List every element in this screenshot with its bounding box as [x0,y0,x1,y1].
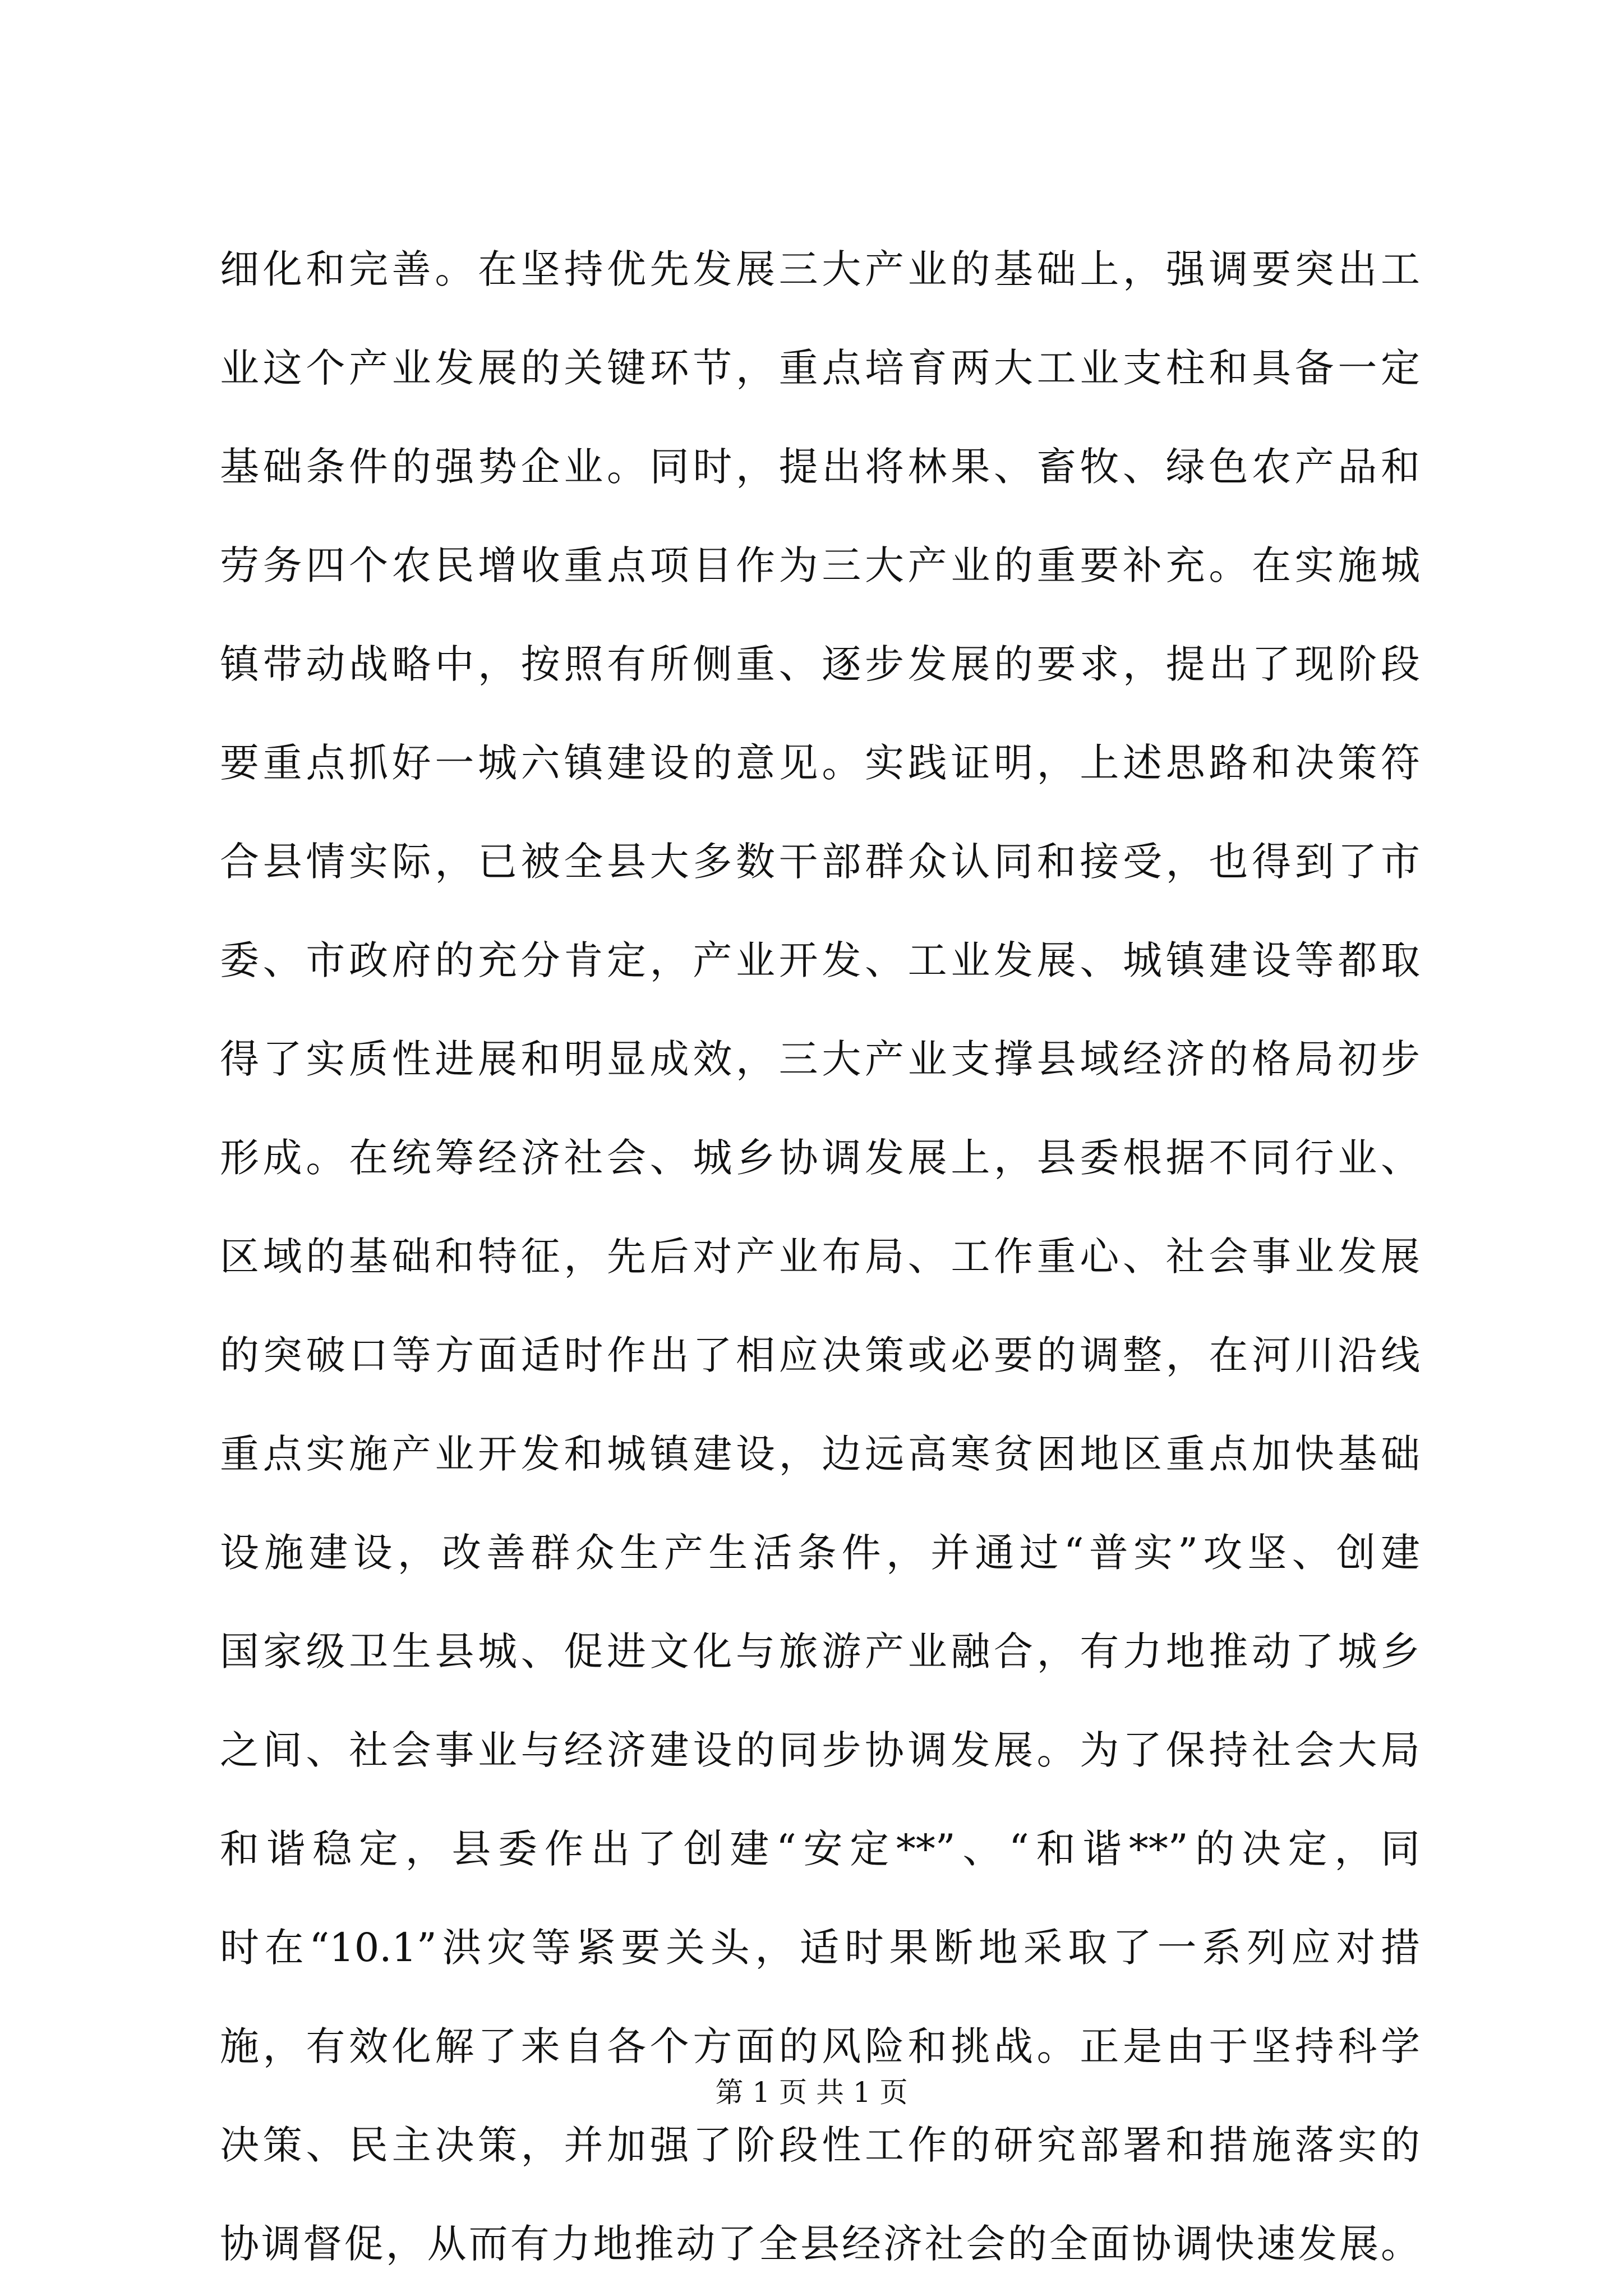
text-line: 重点实施产业开发和城镇建设，边远高寒贫困地区重点加快基础 [220,1431,1420,1477]
text-line: 业这个产业发展的关键环节，重点培育两大工业支柱和具备一定 [220,345,1420,391]
text-line: 形成。在统筹经济社会、城乡协调发展上，县委根据不同行业、 [220,1135,1420,1181]
text-line: 合县情实际，已被全县大多数干部群众认同和接受，也得到了市 [220,839,1420,885]
text-line: 镇带动战略中，按照有所侧重、逐步发展的要求，提出了现阶段 [220,641,1420,687]
text-line: 国家级卫生县城、促进文化与旅游产业融合，有力地推动了城乡 [220,1628,1420,1674]
text-line: 协调督促，从而有力地推动了全县经济社会的全面协调快速发展。 [220,2221,1420,2267]
text-line: 时在“10.1”洪灾等紧要关头，适时果断地采取了一系列应对措 [220,1925,1420,1971]
text-line: 设施建设，改善群众生产生活条件，并通过“普实”攻坚、创建 [220,1530,1420,1576]
text-line: 和谐稳定，县委作出了创建“安定**”、“和谐**”的决定，同 [220,1826,1420,1872]
text-line: 之间、社会事业与经济建设的同步协调发展。为了保持社会大局 [220,1727,1420,1773]
page-number-footer: 第 1 页 共 1 页 [715,2076,908,2109]
text-line: 决策、民主决策，并加强了阶段性工作的研究部署和措施落实的 [220,2122,1420,2168]
text-line: 要重点抓好一城六镇建设的意见。实践证明，上述思路和决策符 [220,740,1420,786]
text-line: 劳务四个农民增收重点项目作为三大产业的重要补充。在实施城 [220,542,1420,588]
body-paragraph [220,220,1420,2293]
text-line: 得了实质性进展和明显成效，三大产业支撑县域经济的格局初步 [220,1036,1420,1082]
text-line: 施，有效化解了来自各个方面的风险和挑战。正是由于坚持科学 [220,2023,1420,2069]
text-line: 细化和完善。在坚持优先发展三大产业的基础上，强调要突出工 [220,246,1420,292]
text-line: 委、市政府的充分肯定，产业开发、工业发展、城镇建设等都取 [220,937,1420,983]
text-line: 的突破口等方面适时作出了相应决策或必要的调整，在河川沿线 [220,1332,1420,1378]
text-line: 基础条件的强势企业。同时，提出将林果、畜牧、绿色农产品和 [220,444,1420,490]
text-line: 区域的基础和特征，先后对产业布局、工作重心、社会事业发展 [220,1234,1420,1280]
